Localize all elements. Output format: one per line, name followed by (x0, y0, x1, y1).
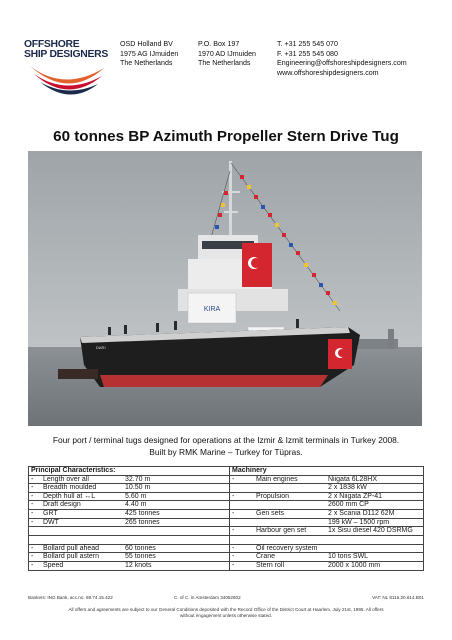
hull-name-text: DARI (96, 345, 106, 350)
machinery-cell (230, 501, 424, 510)
principal-cell (29, 544, 230, 553)
spec-label: Gen sets (256, 510, 285, 518)
website-link[interactable]: www.offshoreshipdesigners.com (277, 68, 379, 77)
machinery-cell (230, 484, 424, 493)
spec-label: Bollard pull ahead (43, 544, 100, 552)
spec-value: 32.70 m (125, 475, 151, 483)
spec-dash: - (31, 492, 34, 500)
principal-cell (29, 518, 230, 527)
spec-label: Draft design (43, 501, 81, 509)
specs-row (29, 484, 424, 493)
spec-value: 60 tonnes (125, 544, 156, 552)
spec-label: Breadth moulded (43, 484, 97, 492)
spec-value: 199 kW – 1500 rpm (328, 518, 390, 526)
footer-vat: VAT: NL 8116.20.614.B01 (372, 595, 424, 600)
spec-label: Depth hull at ↔L (43, 492, 96, 500)
spec-value: 5.60 m (125, 492, 147, 500)
spec-value: 2000 x 1000 mm (328, 562, 381, 570)
specs-row (29, 475, 424, 484)
spec-dash: - (232, 553, 235, 561)
machinery-cell (230, 561, 424, 570)
machinery-cell (230, 527, 424, 536)
spec-value: 10 tons SWL (328, 553, 369, 561)
principal-cell (29, 535, 230, 544)
spec-dash: - (232, 544, 235, 552)
footer-bankers: Bankers: ING Bank, acc.no. 69.74.15.422 (28, 595, 113, 600)
fax-line: F. +31 255 545 080 (277, 49, 338, 58)
machinery-cell (230, 544, 424, 553)
machinery-cell (230, 535, 424, 544)
specs-row (29, 509, 424, 518)
specs-row (29, 501, 424, 510)
company-logo (24, 40, 110, 102)
principal-cell (29, 527, 230, 536)
address-line: 1970 AD IJmuiden (198, 49, 256, 58)
logo-line-1: OFFSHORE (24, 39, 80, 50)
spec-dash: - (31, 562, 34, 570)
spec-dash: - (232, 475, 235, 483)
specs-row (29, 518, 424, 527)
spec-label: Bollard pull astern (43, 553, 100, 561)
caption-line-2: Built by RMK Marine – Turkey for Tüpras. (149, 446, 303, 457)
footer-terms (28, 607, 424, 620)
spec-label: Oil recovery system (256, 544, 318, 552)
machinery-cell (230, 509, 424, 518)
machinery-cell (230, 492, 424, 501)
principal-cell (29, 509, 230, 518)
spec-value: 1x Sisu diesel 420 DSRMG (328, 527, 413, 535)
bridge-banner-text: KIRA (203, 306, 221, 313)
principal-cell (29, 553, 230, 562)
specs-header-row (29, 467, 424, 476)
principal-cell (29, 501, 230, 510)
machinery-cell (230, 475, 424, 484)
spec-value: 10.50 m (125, 484, 151, 492)
address-line: OSD Holland BV (120, 40, 173, 48)
spec-label: DWT (43, 518, 59, 526)
machinery-cell (230, 518, 424, 527)
principal-cell (29, 475, 230, 484)
spec-label: Speed (43, 562, 64, 570)
footer-terms-line-2: without engagement unless otherwise stated. (180, 613, 272, 619)
spec-value: 265 tonnes (125, 518, 160, 526)
spec-value: 425 tonnes (125, 510, 160, 518)
spec-dash: - (31, 518, 34, 526)
spec-dash: - (31, 484, 34, 492)
address-line: The Netherlands (120, 59, 173, 68)
email-link[interactable]: Engineering@offshoreshipdesigners.com (277, 59, 407, 68)
footer-terms-line-1: All offers and agreements are subject to our General Conditions deposited with the Record Office of the District Court at Haarlem, July 21st, 1995. All offers (68, 607, 384, 612)
spec-label: GRT (43, 510, 58, 518)
spec-dash: - (232, 562, 235, 570)
tug-photo (28, 151, 422, 426)
spec-value: 55 tonnes (125, 553, 156, 561)
specs-row (29, 492, 424, 501)
machinery-cell (230, 553, 424, 562)
spec-dash: - (31, 553, 34, 561)
caption-line-1: Four port / terminal tugs designed for operations at the Izmir & Izmit terminals in Turkey 2008. (52, 435, 400, 445)
specs-row (29, 535, 424, 544)
spec-value: 2 x 1838 kW (328, 484, 367, 492)
photo-caption (0, 435, 452, 458)
spec-label: Harbour gen set (256, 527, 307, 535)
page-title: 60 tonnes BP Azimuth Propeller Stern Drive Tug (53, 128, 399, 145)
address-line: The Netherlands (198, 59, 251, 68)
spec-value: 2 x Niigata ZP-41 (328, 492, 383, 500)
contact-col (277, 40, 407, 78)
address-col-1 (120, 40, 178, 69)
address-line: P.O. Box 197 (198, 40, 240, 48)
address-col-2 (198, 40, 256, 69)
spec-label: Main engines (256, 475, 298, 483)
specs-table (28, 466, 424, 571)
spec-value: 4.40 m (125, 501, 147, 509)
specs-row (29, 544, 424, 553)
spec-dash: - (232, 527, 235, 535)
spec-dash: - (31, 510, 34, 518)
address-line: 1975 AG IJmuiden (120, 49, 179, 58)
spec-label: Crane (256, 553, 276, 561)
spec-value: Niigata 6L28HX (328, 475, 378, 483)
spec-dash: - (31, 501, 34, 509)
specs-row (29, 553, 424, 562)
principal-cell (29, 561, 230, 570)
logo-waves-icon (24, 62, 110, 102)
specs-row (29, 561, 424, 570)
spec-label: Propulsion (256, 492, 290, 500)
spec-value: 2600 mm CP (328, 501, 369, 509)
specs-row (29, 527, 424, 536)
spec-label: Length over all (43, 475, 89, 483)
footer-coc: C. of C. in Amsterdam 34052602 (174, 595, 241, 600)
machinery-heading: Machinery (230, 467, 424, 476)
spec-label: Stern roll (256, 562, 285, 570)
spec-value: 12 knots (125, 562, 152, 570)
principal-characteristics-heading: Principal Characteristics: (29, 467, 230, 476)
spec-dash: - (232, 492, 235, 500)
spec-dash: - (31, 475, 34, 483)
spec-value: 2 x Scania D112 62M (328, 510, 395, 518)
spec-dash: - (232, 510, 235, 518)
phone-line: T. +31 255 545 070 (277, 40, 338, 48)
logo-line-2: SHIP DESIGNERS (24, 49, 108, 60)
principal-cell (29, 484, 230, 493)
spec-dash: - (31, 544, 34, 552)
principal-cell (29, 492, 230, 501)
